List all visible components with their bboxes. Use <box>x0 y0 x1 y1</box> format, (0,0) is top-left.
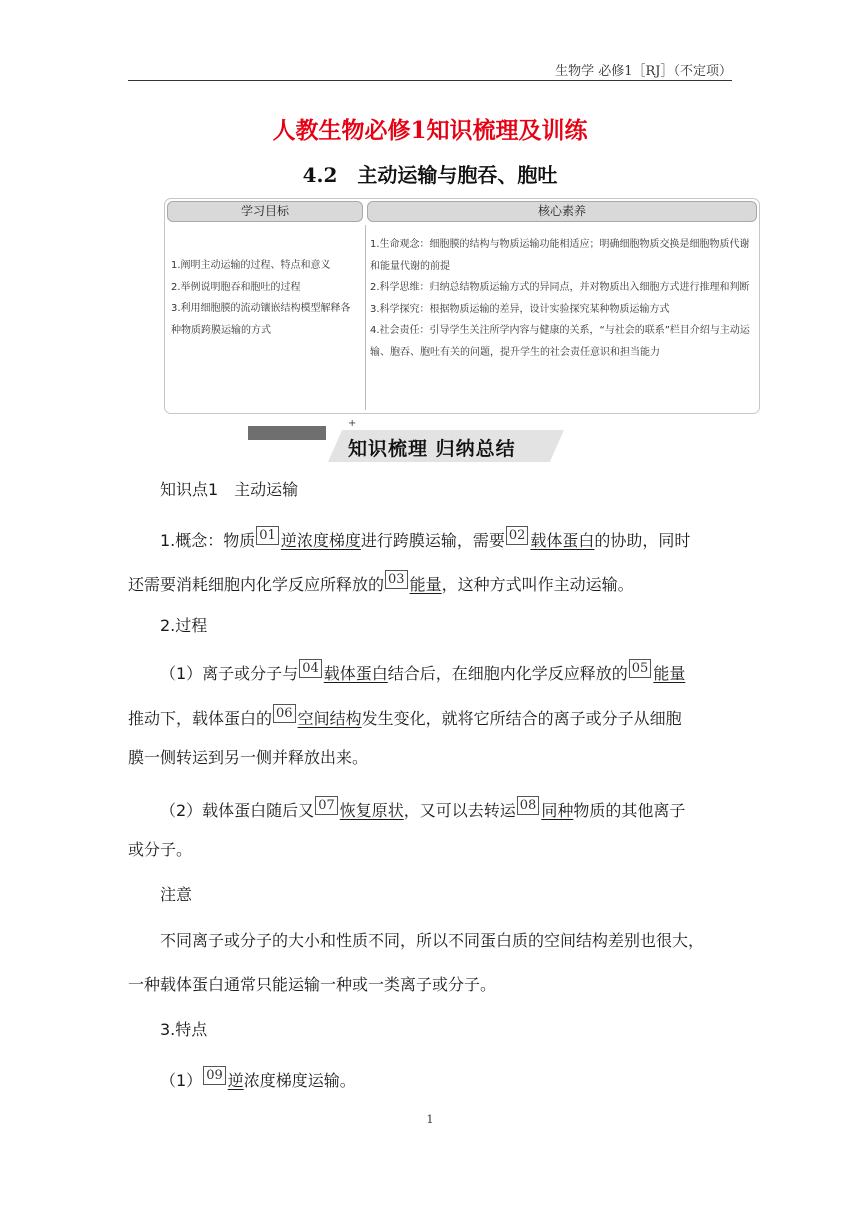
answer-number: 09 <box>203 1066 226 1085</box>
goals-table <box>164 198 760 414</box>
goal-item: 1.阐明主动运输的过程、特点和意义 <box>171 260 331 271</box>
subheading-features: 3.特点 <box>160 1020 208 1039</box>
knowledge-point-heading: 知识点1 主动运输 <box>160 480 299 499</box>
answer-number: 02 <box>506 526 529 545</box>
section-title: 4.2 主动运输与胞吞、胞吐 <box>302 163 558 187</box>
section-banner <box>248 418 564 464</box>
literacy-item: 3.科学探究：根据物质运输的差异，设计实验探究某种物质运输方式 <box>370 303 670 315</box>
answer-text: 能量 <box>653 664 686 683</box>
literacy-item: 1.生命观念：细胞膜的结构与物质运输功能相适应；明确细胞物质交换是细胞物质代谢和能量代谢的前提 <box>370 239 750 272</box>
page-title: 人教生物必修1知识梳理及训练 <box>272 117 588 144</box>
goal-item: 2.举例说明胞吞和胞吐的过程 <box>171 281 301 293</box>
answer-number: 06 <box>273 704 296 723</box>
answer-text: 载体蛋白 <box>323 664 388 683</box>
paragraph-line: （1）离子或分子与 04 载体蛋白结合后，在细胞内化学反应释放的 05 能量 <box>160 661 686 683</box>
literacy-item: 4.社会责任：引导学生关注所学内容与健康的关系，“与社会的联系”栏目介绍与主动运输、胞吞、胞吐有关的问题，提升学生的社会责任意识和担当能力 <box>370 325 750 358</box>
note-line: 一种载体蛋白通常只能运输一种或一类离子或分子。 <box>128 975 497 994</box>
goal-item: 3.利用细胞膜的流动镶嵌结构模型解释各种物质跨膜运输的方式 <box>171 303 351 336</box>
paragraph-line: 还需要消耗细胞内化学反应所释放的 03 能量，这种方式叫作主动运输。 <box>128 572 634 594</box>
answer-text: 逆 <box>227 1071 244 1090</box>
answer-text: 逆浓度梯度 <box>280 531 361 550</box>
header-rule <box>128 80 732 81</box>
literacy-item: 2.科学思维：归纳总结物质运输方式的异同点，并对物质出入细胞方式进行推理和判断 <box>370 282 750 293</box>
paragraph-line: 或分子。 <box>128 840 193 859</box>
paragraph-line: （1） 09 逆浓度梯度运输。 <box>160 1068 356 1090</box>
answer-number: 03 <box>385 570 408 589</box>
paragraph-line: 膜一侧转运到另一侧并释放出来。 <box>128 748 369 767</box>
header-text: 生物学 必修1［RJ］（不定项） <box>555 64 732 79</box>
note-line: 不同离子或分子的大小和性质不同，所以不同蛋白质的空间结构差别也很大， <box>160 931 705 950</box>
plus-icon: + <box>348 418 357 429</box>
answer-text: 能量 <box>409 575 442 594</box>
answer-number: 04 <box>299 659 322 678</box>
answer-number: 05 <box>629 659 652 678</box>
paragraph-line: 推动下，载体蛋白的 06 空间结构发生变化，就将它所结合的离子或分子从细胞 <box>128 706 682 728</box>
core-literacy-cell <box>370 234 754 363</box>
banner-text: 知识梳理 归纳总结 <box>348 438 516 460</box>
column-divider <box>365 225 366 410</box>
answer-text: 同种 <box>541 801 574 820</box>
answer-text: 恢复原状 <box>339 801 404 820</box>
answer-number: 07 <box>315 796 338 815</box>
answer-text: 载体蛋白 <box>530 531 595 550</box>
page-number: 1 <box>426 1113 434 1126</box>
subheading-process: 2.过程 <box>160 616 208 635</box>
paragraph-line: （2）载体蛋白随后又 07 恢复原状，又可以去转运 08 同种物质的其他离子 <box>160 798 686 820</box>
paragraph-line: 1.概念：物质 01 逆浓度梯度进行跨膜运输，需要 02 载体蛋白的协助，同时 <box>160 528 691 550</box>
answer-number: 08 <box>517 796 540 815</box>
answer-text: 空间结构 <box>297 709 362 728</box>
note-label: 注意 <box>160 885 193 904</box>
banner-tab <box>248 426 326 440</box>
learning-goals-cell <box>171 255 359 341</box>
learning-goals-header: 学习目标 <box>167 201 363 222</box>
answer-number: 01 <box>256 526 279 545</box>
core-literacy-header: 核心素养 <box>367 201 757 222</box>
